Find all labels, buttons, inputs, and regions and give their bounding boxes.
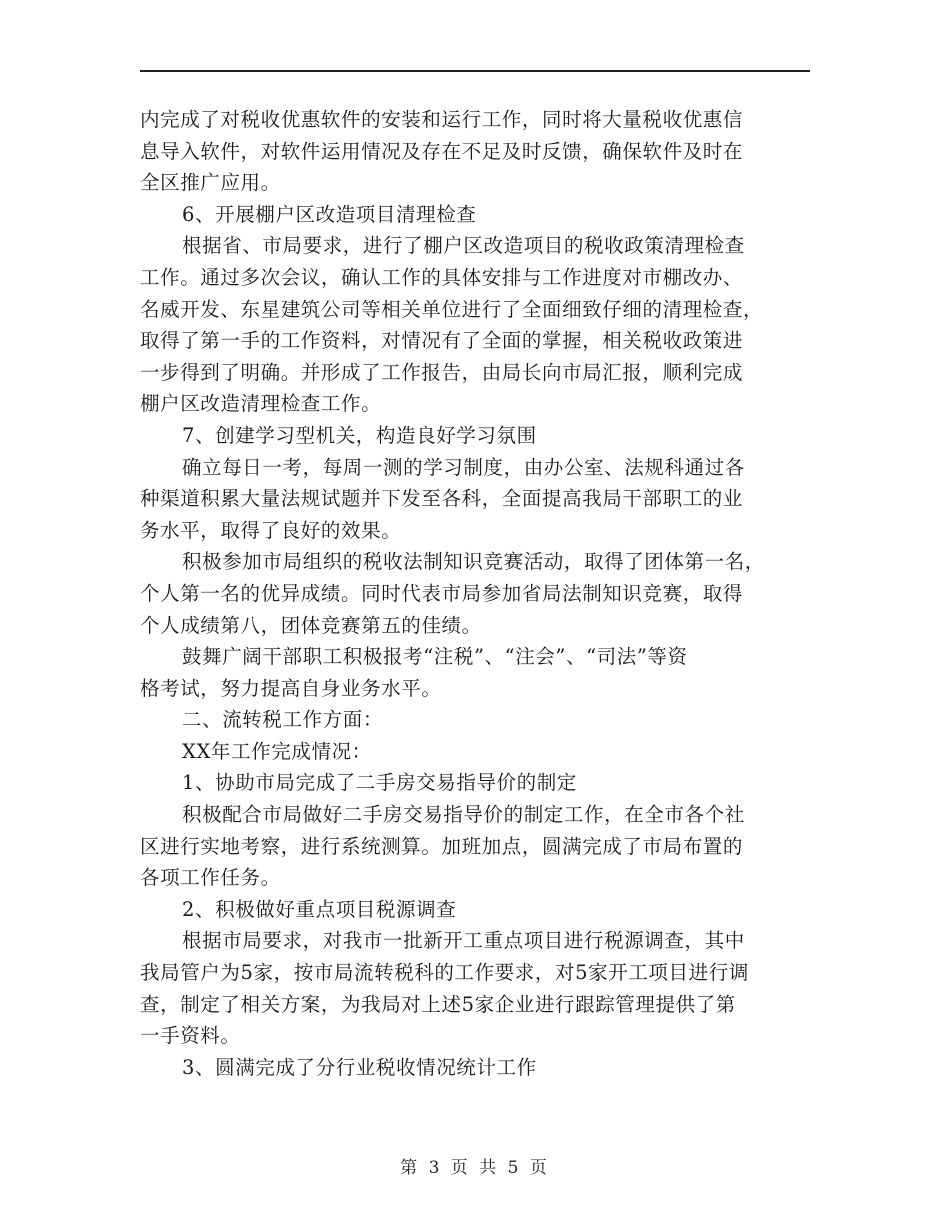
text-line: 根据省、市局要求，进行了棚户区改造项目的税收政策清理检查 — [182, 234, 745, 258]
text-line: 个人成绩第八，团体竞赛第五的佳绩。 — [140, 613, 482, 637]
text-line: 全区推广应用。 — [140, 171, 281, 195]
text-line: 二、流转税工作方面： — [182, 708, 384, 732]
text-line: 取得了第一手的工作资料，对情况有了全面的掌握，相关税收政策进 — [140, 329, 744, 353]
text-line: 2、积极做好重点项目税源调查 — [182, 897, 457, 921]
text-line: 务水平，取得了良好的效果。 — [140, 518, 402, 542]
text-line: 鼓舞广阔干部职工积极报考“注税”、“注会”、“司法”等资 — [182, 645, 688, 669]
text-line: 积极配合市局做好二手房交易指导价的制定工作，在全市各个社 — [182, 803, 745, 827]
text-line: 格考试，努力提高自身业务水平。 — [140, 676, 442, 700]
text-line: 查，制定了相关方案，为我局对上述5家企业进行跟踪管理提供了第 — [140, 992, 736, 1016]
text-line: 7、创建学习型机关，构造良好学习氛围 — [182, 423, 537, 447]
text-line: 名威开发、东星建筑公司等相关单位进行了全面细致仔细的清理检查， — [140, 297, 764, 321]
text-line: 3、圆满完成了分行业税收情况统计工作 — [182, 1055, 537, 1079]
text-line: 一步得到了明确。并形成了工作报告，由局长向市局汇报，顺利完成 — [140, 360, 744, 384]
text-line: 棚户区改造清理检查工作。 — [140, 392, 382, 416]
text-line: 根据市局要求，对我市一批新开工重点项目进行税源调查，其中 — [182, 929, 745, 953]
text-line: 1、协助市局完成了二手房交易指导价的制定 — [182, 771, 577, 795]
text-line: 一手资料。 — [140, 1024, 241, 1048]
text-line: XX年工作完成情况： — [182, 739, 372, 763]
page-footer: 第 3 页 共 5 页 — [400, 1158, 550, 1178]
header-rule — [140, 70, 810, 72]
text-line: 种渠道积累大量法规试题并下发至各科，全面提高我局干部职工的业 — [140, 487, 744, 511]
text-line: 各项工作任务。 — [140, 866, 281, 890]
text-line: 区进行实地考察，进行系统测算。加班加点，圆满完成了市局布置的 — [140, 834, 744, 858]
text-line: 确立每日一考，每周一测的学习制度，由办公室、法规科通过各 — [182, 455, 745, 479]
text-line: 我局管户为5家，按市局流转税科的工作要求，对5家开工项目进行调 — [140, 961, 749, 985]
text-line: 内完成了对税收优惠软件的安装和运行工作，同时将大量税收优惠信 — [140, 108, 744, 131]
text-line: 6、开展棚户区改造项目清理检查 — [182, 202, 477, 226]
text-line: 息导入软件，对软件运用情况及存在不足及时反馈，确保软件及时在 — [140, 139, 744, 163]
document-body — [140, 104, 812, 1083]
text-line: 工作。通过多次会议，确认工作的具体安排与工作进度对市棚改办、 — [140, 265, 744, 289]
text-line: 个人第一名的优异成绩。同时代表市局参加省局法制知识竞赛，取得 — [140, 581, 744, 605]
text-line: 积极参加市局组织的税收法制知识竞赛活动，取得了团体第一名， — [182, 550, 765, 574]
